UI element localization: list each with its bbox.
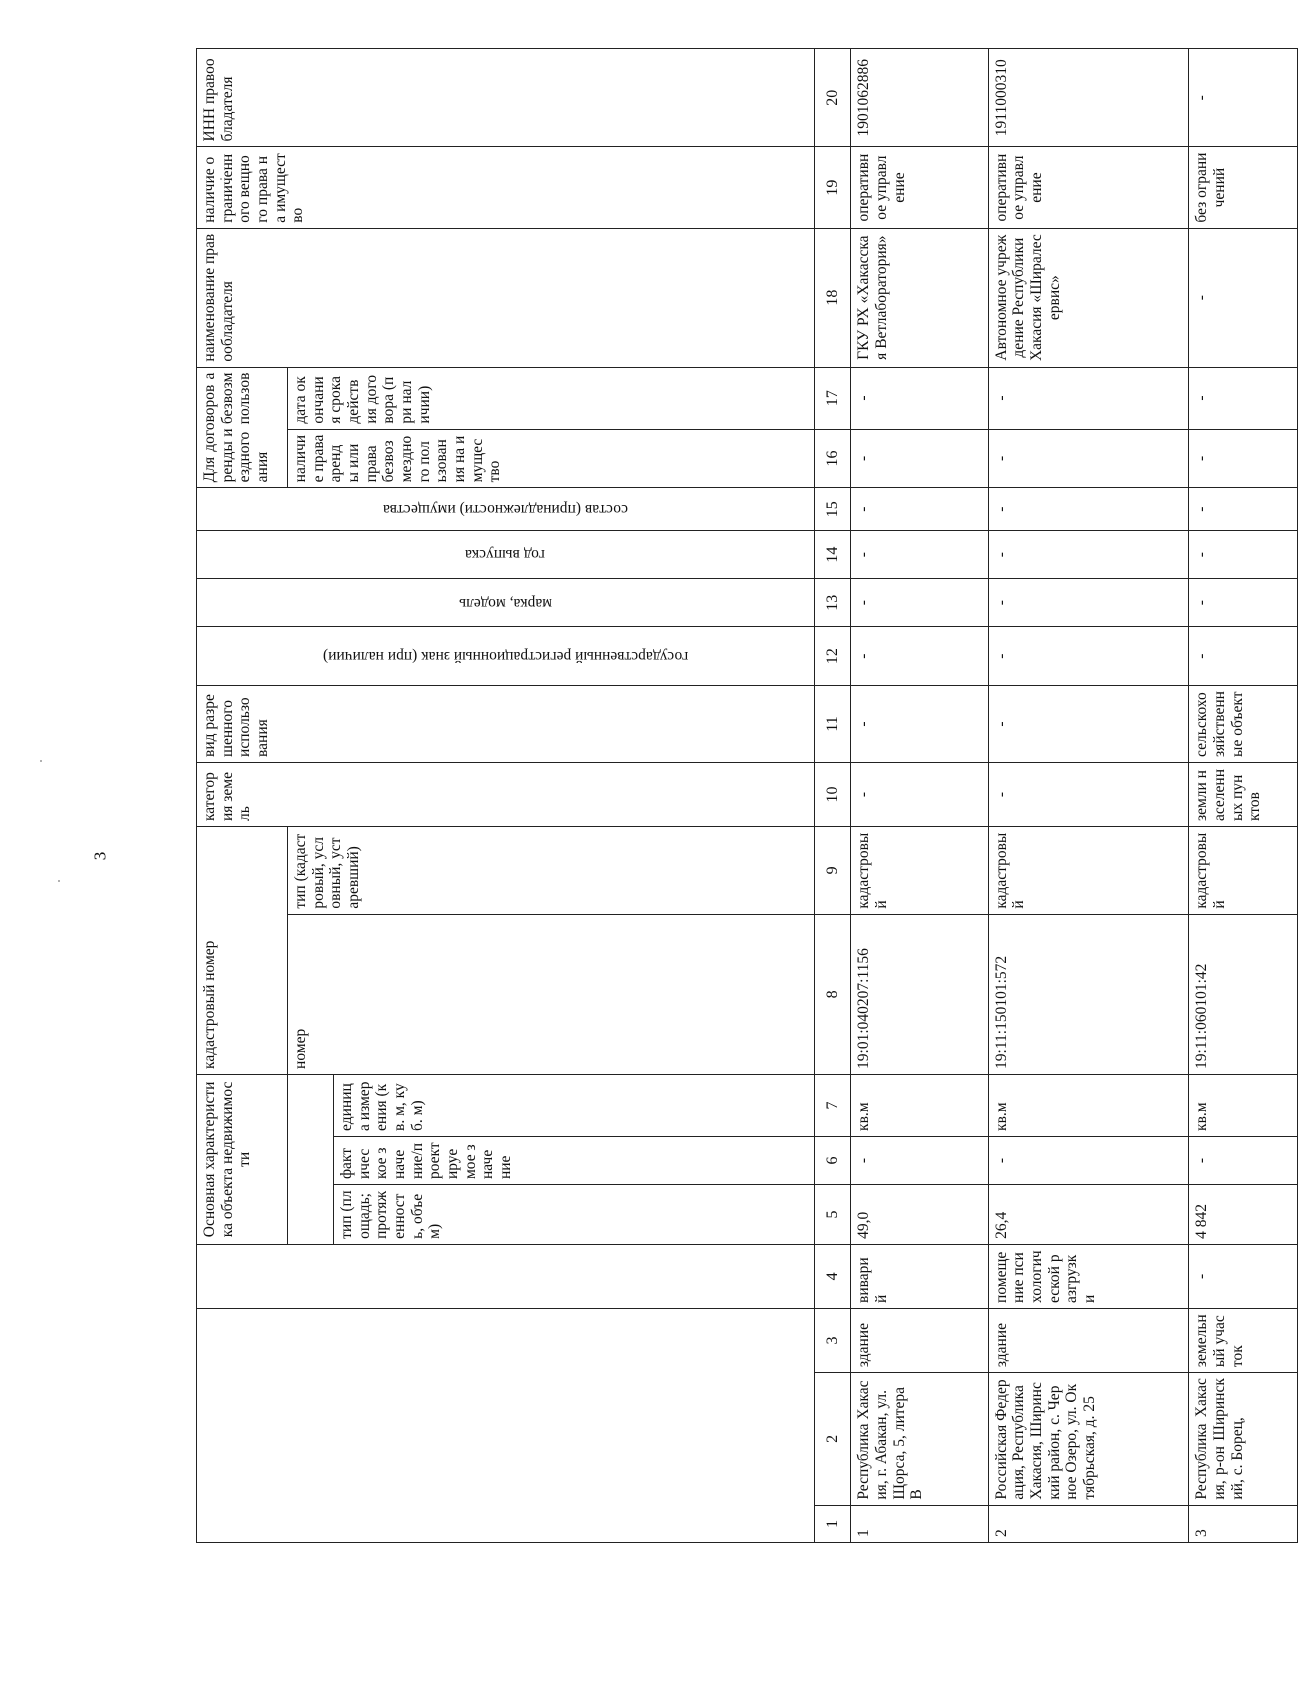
lease-right-cell: - bbox=[988, 429, 1188, 488]
page-number: 3 bbox=[90, 851, 110, 861]
inn-cell: 1911000310 bbox=[988, 49, 1188, 147]
area-cell: 49,0 bbox=[851, 1185, 988, 1245]
header-blank-1-3 bbox=[197, 1308, 815, 1542]
col-number: 16 bbox=[814, 429, 851, 488]
col-number: 7 bbox=[814, 1074, 851, 1136]
cad-type-cell: кадастровый bbox=[988, 827, 1188, 915]
brand-cell: - bbox=[851, 579, 988, 627]
table-rotation-wrapper bbox=[196, 48, 1298, 1543]
holder-cell: - bbox=[1189, 228, 1298, 367]
column-number-row bbox=[814, 49, 851, 1543]
inn-cell: 1901062886 bbox=[851, 49, 988, 147]
table-row bbox=[1189, 49, 1298, 1543]
header-composition: состав (принадлежности) имущества bbox=[197, 488, 815, 531]
brand-cell: - bbox=[988, 579, 1188, 627]
header-year: год выпуска bbox=[197, 531, 815, 579]
header-land-category: категория земель bbox=[197, 762, 815, 826]
col-number: 18 bbox=[814, 228, 851, 367]
header-inn: ИНН правообладателя bbox=[197, 49, 815, 147]
col-number: 2 bbox=[814, 1373, 851, 1506]
row-number: 2 bbox=[988, 1505, 1188, 1542]
header-main-characteristic: Основная характеристика объекта недвижимости bbox=[197, 1074, 288, 1244]
header-lease-right: наличие права аренды или права безвозмездного пользования на имущество bbox=[288, 429, 815, 488]
cad-number-cell: 19:11:150101:572 bbox=[988, 914, 1188, 1074]
header-main-unit: единица измерения (кв. м, куб. м) bbox=[333, 1074, 814, 1136]
col-number: 4 bbox=[814, 1244, 851, 1308]
kind-cell: земельный участок bbox=[1189, 1308, 1298, 1372]
scan-speck bbox=[58, 880, 60, 882]
holder-cell: ГКУ РХ «Хакасская Ветлаборатория» bbox=[851, 228, 988, 367]
header-brand-model: марка, модель bbox=[197, 579, 815, 627]
permitted-use-cell: сельскохозяйственные объект bbox=[1189, 686, 1298, 763]
restriction-cell: оперативное управление bbox=[851, 147, 988, 228]
kind-cell: здание bbox=[851, 1308, 988, 1372]
inn-cell: - bbox=[1189, 49, 1298, 147]
col-number: 8 bbox=[814, 914, 851, 1074]
col-number: 5 bbox=[814, 1185, 851, 1245]
col-number: 13 bbox=[814, 579, 851, 627]
unit-cell: кв.м bbox=[851, 1074, 988, 1136]
reg-sign-cell: - bbox=[988, 627, 1188, 686]
restriction-cell: без ограничений bbox=[1189, 147, 1298, 228]
row-number: 1 bbox=[851, 1505, 988, 1542]
col-number: 6 bbox=[814, 1136, 851, 1184]
fact-cell: - bbox=[988, 1136, 1188, 1184]
area-cell: 4 842 bbox=[1189, 1185, 1298, 1245]
fact-cell: - bbox=[1189, 1136, 1298, 1184]
col-number: 1 bbox=[814, 1505, 851, 1542]
header-row-top bbox=[197, 49, 288, 1543]
kind-cell: здание bbox=[988, 1308, 1188, 1372]
col-number: 12 bbox=[814, 627, 851, 686]
table-row bbox=[851, 49, 988, 1543]
year-cell: - bbox=[1189, 531, 1298, 579]
header-lease: Для договоров аренды и безвозмездного пользования bbox=[197, 367, 288, 488]
cad-number-cell: 19:01:040207:1156 bbox=[851, 914, 988, 1074]
cad-type-cell: кадастровый bbox=[1189, 827, 1298, 915]
cad-number-cell: 19:11:060101:42 bbox=[1189, 914, 1298, 1074]
table-row bbox=[988, 49, 1188, 1543]
scan-speck bbox=[40, 760, 42, 762]
header-cadastral: кадастровый номер bbox=[197, 827, 288, 1075]
header-reg-sign: государственный регистрационный знак (при наличии) bbox=[197, 627, 815, 686]
header-col-4 bbox=[197, 1244, 815, 1308]
header-cad-number: номер bbox=[288, 914, 815, 1074]
reg-sign-cell: - bbox=[851, 627, 988, 686]
header-holder: наименование правообладателя bbox=[197, 228, 815, 367]
land-category-cell: земли населенных пунктов bbox=[1189, 762, 1298, 826]
year-cell: - bbox=[988, 531, 1188, 579]
col-number: 9 bbox=[814, 827, 851, 915]
reg-sign-cell: - bbox=[1189, 627, 1298, 686]
rotated-sheet bbox=[196, 48, 1298, 1543]
unit-cell: кв.м bbox=[1189, 1074, 1298, 1136]
col-number: 20 bbox=[814, 49, 851, 147]
lease-end-cell: - bbox=[988, 367, 1188, 429]
property-register-table bbox=[196, 48, 1298, 1543]
lease-end-cell: - bbox=[1189, 367, 1298, 429]
header-cad-type: тип (кадастровый, условный, устаревший) bbox=[288, 827, 815, 915]
header-main-fact: фактическое значение/проектируемое значение bbox=[333, 1136, 814, 1184]
composition-cell: - bbox=[1189, 488, 1298, 531]
col-number: 17 bbox=[814, 367, 851, 429]
year-cell: - bbox=[851, 531, 988, 579]
header-main-spacer bbox=[288, 1074, 334, 1244]
fact-cell: - bbox=[851, 1136, 988, 1184]
restriction-cell: оперативное управление bbox=[988, 147, 1188, 228]
name-cell: помещение психологической разгрузки bbox=[988, 1244, 1188, 1308]
unit-cell: кв.м bbox=[988, 1074, 1188, 1136]
col-number: 11 bbox=[814, 686, 851, 763]
lease-right-cell: - bbox=[851, 429, 988, 488]
address-cell: Республика Хакасия, р-он Ширинский, с. Борец, bbox=[1189, 1373, 1298, 1506]
permitted-use-cell: - bbox=[988, 686, 1188, 763]
composition-cell: - bbox=[851, 488, 988, 531]
col-number: 10 bbox=[814, 762, 851, 826]
row-number: 3 bbox=[1189, 1505, 1298, 1542]
name-cell: виварий bbox=[851, 1244, 988, 1308]
header-lease-end: дата окончания срока действия договора (при наличии) bbox=[288, 367, 815, 429]
holder-cell: Автономное учреждение Республики Хакасия «Ширалесервис» bbox=[988, 228, 1188, 367]
lease-right-cell: - bbox=[1189, 429, 1298, 488]
col-number: 3 bbox=[814, 1308, 851, 1372]
name-cell: - bbox=[1189, 1244, 1298, 1308]
lease-end-cell: - bbox=[851, 367, 988, 429]
brand-cell: - bbox=[1189, 579, 1298, 627]
composition-cell: - bbox=[988, 488, 1188, 531]
permitted-use-cell: - bbox=[851, 686, 988, 763]
cad-type-cell: кадастровый bbox=[851, 827, 988, 915]
land-category-cell: - bbox=[988, 762, 1188, 826]
col-number: 19 bbox=[814, 147, 851, 228]
col-number: 15 bbox=[814, 488, 851, 531]
header-main-type: тип (площадь; протяженность, объем) bbox=[333, 1185, 814, 1245]
area-cell: 26,4 bbox=[988, 1185, 1188, 1245]
address-cell: Республика Хакасия, г. Абакан, ул. Щорса, 5, литера В bbox=[851, 1373, 988, 1506]
col-number: 14 bbox=[814, 531, 851, 579]
header-permitted-use: вид разрешенного использования bbox=[197, 686, 815, 763]
land-category-cell: - bbox=[851, 762, 988, 826]
address-cell: Российская Федерация, Республика Хакасия, Ширинский район, с. Черное Озеро, ул. Октябрьская, д. 25 bbox=[988, 1373, 1188, 1506]
header-restriction: наличие ограниченного вещного права на имущество bbox=[197, 147, 815, 228]
